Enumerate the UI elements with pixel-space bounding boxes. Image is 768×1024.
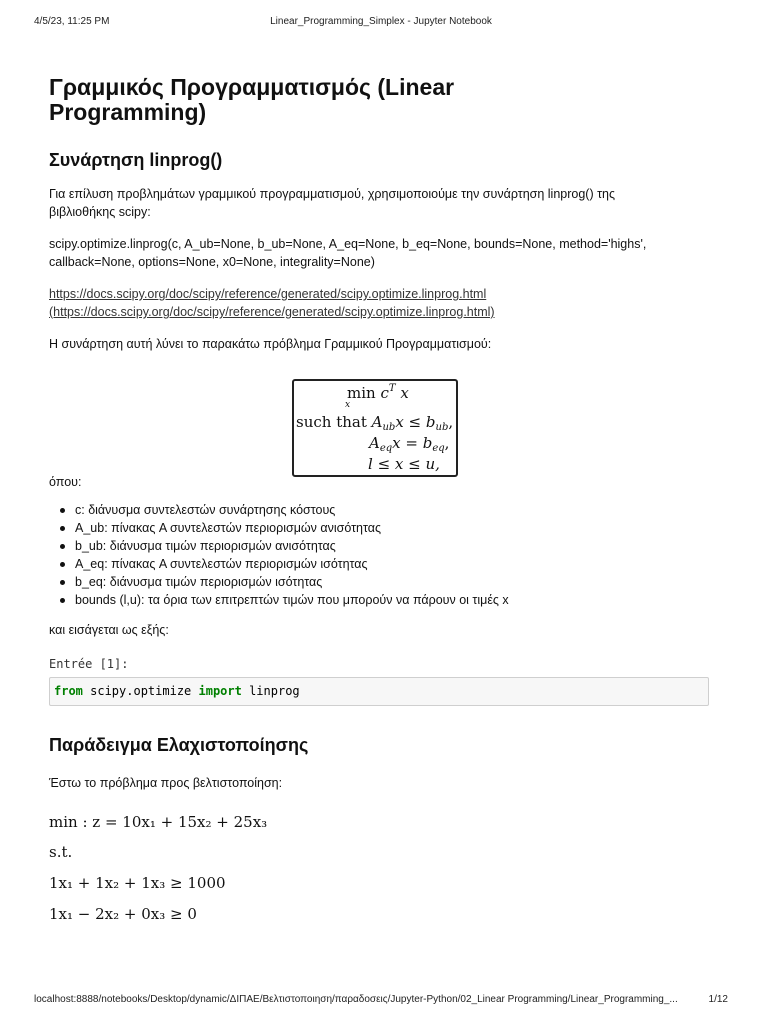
param-list-item [49,537,709,555]
bullet-icon [60,544,65,549]
code-name: linprog [241,684,300,698]
example-intro: Έστω το πρόβλημα προς βελτιστοποίηση: [49,776,283,790]
param-text: A_eq: πίνακας A συντελεστών περιορισμών ισότητας [75,557,368,571]
param-text: b_eq: διάνυσμα τιμών περιορισμών ισότητας [75,575,323,589]
formula-min-subscript: x [345,400,351,410]
cell-prompt: Entrée [1]: [49,657,129,671]
formula-eq [369,434,449,454]
section-heading-linprog: Συνάρτηση linprog() [49,150,223,170]
objective-equation: min : z = 10x₁ + 15x₂ + 25x₃ [49,813,268,831]
param-list-item [49,573,709,591]
formula-c: c [380,384,389,402]
imported-paragraph: και εισάγεται ως εξής: [49,623,169,637]
param-list [49,501,709,609]
intro-line1: Για επίλυση προβλημάτων γραμμικού προγραμματισμού, χρησιμοποιούμε την συνάρτηση linprog() της [49,187,616,201]
param-list-item [49,591,709,609]
formula-a-ub-sub: ub [382,422,396,433]
docs-link[interactable]: https://docs.scipy.org/doc/scipy/reference/generated/scipy.optimize.linprog.html [49,287,487,301]
formula-ub-rel: x ≤ b [395,413,436,431]
formula-objective [347,383,409,402]
signature-paragraph [49,235,709,271]
intro-paragraph [49,185,709,221]
code-cell[interactable] [49,677,709,706]
bullet-icon [60,562,65,567]
page-title-line1: Γραμμικός Προγραμματισμός (Linear [49,74,455,100]
param-list-item [49,519,709,537]
formula-x: x [400,384,409,402]
formula-a-eq-sub: eq [379,443,393,454]
page-title [49,75,709,125]
formula-eq-rel: x = b [392,434,433,452]
formula-bounds-text: l ≤ x ≤ u, [368,455,440,473]
formula-min: min [347,384,376,402]
print-datetime: 4/5/23, 11:25 PM [34,16,110,27]
constraint-2: 1x₁ − 2x₂ + 0x₃ ≥ 0 [49,905,197,923]
formula-such-that: such that [296,413,367,431]
formula-ub-comma: , [448,413,454,431]
param-text: c: διάνυσμα συντελεστών συνάρτησης κόστους [75,503,336,517]
formula-transpose: T [388,383,396,394]
intro-line2: βιβλιοθήκης scipy: [49,205,151,219]
code-module: scipy.optimize [82,684,199,698]
formula-a-eq: A [369,434,380,452]
formula-ub [296,413,453,433]
signature-line1: scipy.optimize.linprog(c, A_ub=None, b_ub=None, A_eq=None, b_eq=None, bounds=None, method='highs', [49,237,647,251]
formula-bounds [368,455,440,473]
page-title-line2: Programming) [49,99,207,125]
print-header [34,16,728,32]
bullet-icon [60,580,65,585]
formula-b-ub-sub: ub [435,422,449,433]
print-page-number: 1/12 [708,994,728,1005]
formula-b-eq-sub: eq [432,443,445,454]
section-heading-example: Παράδειγμα Ελαχιστοποίησης [49,735,309,755]
bullet-icon [60,526,65,531]
param-list-item [49,555,709,573]
param-text: A_ub: πίνακας A συντελεστών περιορισμών ανισότητας [75,521,382,535]
print-footer [34,994,728,1010]
where-label: όπου: [49,475,82,489]
formula-eq-comma: , [444,434,450,452]
docs-link-block [49,285,709,321]
param-text: b_ub: διάνυσμα τιμών περιορισμών ανισότητας [75,539,336,553]
bullet-icon [60,598,65,603]
subject-to-label: s.t. [49,843,73,861]
code-keyword-import: import [198,684,242,698]
print-title: Linear_Programming_Simplex - Jupyter Notebook [270,16,492,27]
lp-formula-image [292,379,458,477]
signature-line2: callback=None, options=None, x0=None, integrality=None) [49,255,375,269]
print-url: localhost:8888/notebooks/Desktop/dynamic/ΔΙΠΑΕ/Βελτιστοποιηση/παραδοσεις/Jupyter-Python/02_Linear Programming/Linear_Programming_... [34,994,678,1005]
code-keyword-from: from [54,684,83,698]
docs-link-parenthetical[interactable]: (https://docs.scipy.org/doc/scipy/reference/generated/scipy.optimize.linprog.html) [49,305,495,319]
param-list-item [49,501,709,519]
notebook-content [49,75,709,924]
constraint-1: 1x₁ + 1x₂ + 1x₃ ≥ 1000 [49,874,226,892]
solves-paragraph: Η συνάρτηση αυτή λύνει το παρακάτω πρόβλημα Γραμμικού Προγραμματισμού: [49,337,492,351]
formula-a-ub: A [371,413,383,431]
param-text: bounds (l,u): τα όρια των επιτρεπτών τιμών που μπορούν να πάρουν οι τιμές x [75,593,509,607]
bullet-icon [60,508,65,513]
